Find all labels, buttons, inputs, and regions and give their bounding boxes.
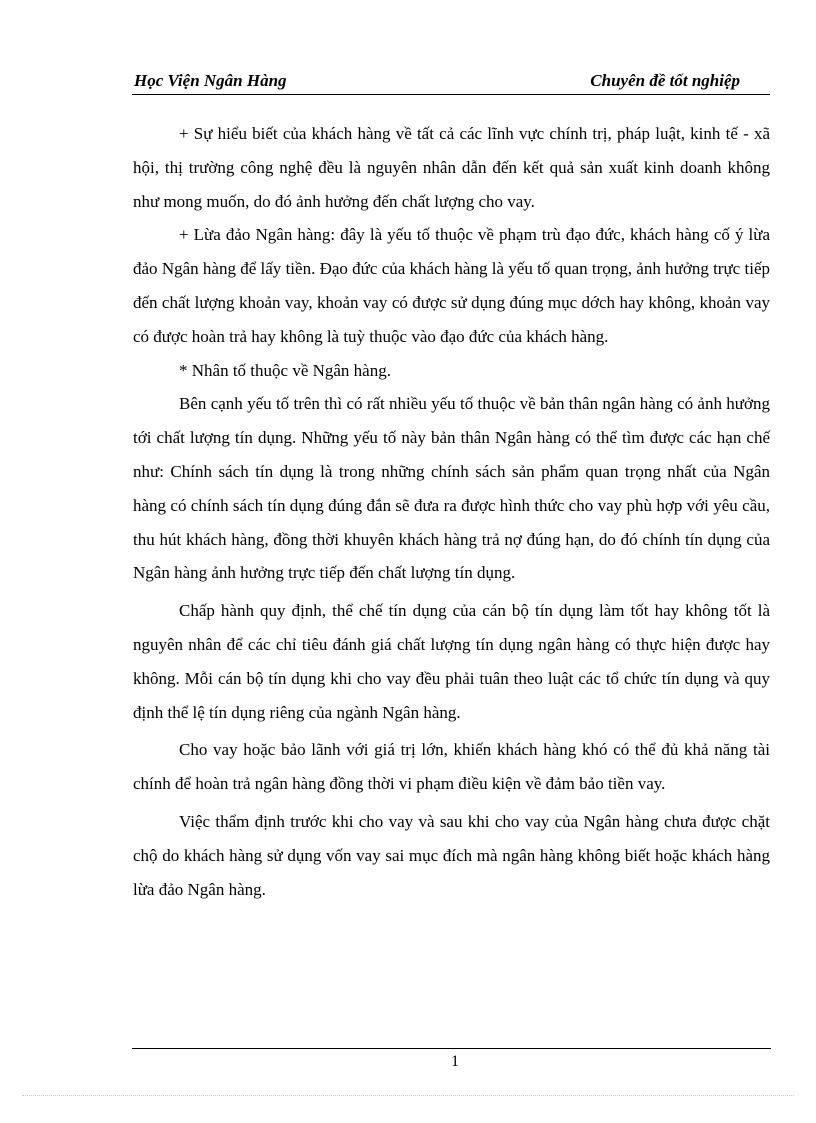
header-document-type: Chuyên đề tốt nghiệp <box>590 71 740 90</box>
footer-divider <box>132 1048 771 1049</box>
paragraph-loan-appraisal: Việc thẩm định trước khi cho vay và sau khi cho vay của Ngân hàng chưa được chặt chộ do khách hàng sử dụng vốn vay sai mục đích mà ngân hàng không biết hoặc khách hàng lừa đảo Ngân hàng. <box>133 811 770 899</box>
paragraph-large-loans: Cho vay hoặc bảo lãnh với giá trị lớn, khiến khách hàng khó có thể đủ khả năng tài chính để hoàn trả ngân hàng đồng thời vi phạm điều kiện về đảm bảo tiền vay. <box>133 740 770 794</box>
page-bottom-border <box>22 1095 794 1096</box>
header-institution: Học Viện Ngân Hàng <box>134 71 287 90</box>
paragraph-bank-factors-heading: * Nhân tố thuộc về Ngân hàng. <box>179 360 391 380</box>
document-body <box>133 117 770 906</box>
paragraph-credit-policy: Bên cạnh yếu tố trên thì có rất nhiều yếu tố thuộc về bản thân ngân hàng có ảnh hưởng tới chất lượng tín dụng. Những yếu tố này bản thân Ngân hàng có thể tìm được các hạn chế như: Chính sách tín dụng là trong những chính sách sản phẩm quan trọng nhất của Ngân hàng có chính sách tín dụng đúng đắn sẽ đưa ra được hình thức cho vay phù hợp với yêu cầu, thu hút khách hàng, đồng thời khuyên khách hàng trả nợ đúng hạn, do đó chính tín dụng của Ngân hàng ảnh hưởng trực tiếp đến chất lượng tín dụng. <box>133 394 770 583</box>
paragraph-customer-knowledge: + Sự hiểu biết của khách hàng về tất cả các lĩnh vực chính trị, pháp luật, kinh tế - xã hội, thị trường công nghệ đều là nguyên nhân dẫn đến kết quả sản xuất kinh doanh không như mong muốn, do đó ảnh hưởng đến chất lượng cho vay. <box>133 124 770 211</box>
page-header <box>132 70 770 95</box>
paragraph-credit-regulations: Chấp hành quy định, thể chế tín dụng của cán bộ tín dụng làm tốt hay không tốt là nguyên nhân để các chỉ tiêu đánh giá chất lượng tín dụng ngân hàng có thực hiện được hay không. Mỗi cán bộ tín dụng khi cho vay đều phải tuân theo luật các tổ chức tín dụng và quy định thể lệ tín dụng riêng của ngành Ngân hàng. <box>133 601 770 722</box>
paragraph-bank-fraud: + Lừa đảo Ngân hàng: đây là yếu tố thuộc về phạm trù đạo đức, khách hàng cố ý lừa đảo Ngân hàng để lấy tiền. Đạo đức của khách hàng là yếu tố quan trọng, ảnh hưởng trực tiếp đến chất lượng khoản vay, khoản vay có được sử dụng đúng mục dớch hay không, khoản vay có được hoàn trả hay không là tuỳ thuộc vào đạo đức của khách hàng. <box>133 225 770 346</box>
page-number: 1 <box>451 1053 459 1070</box>
